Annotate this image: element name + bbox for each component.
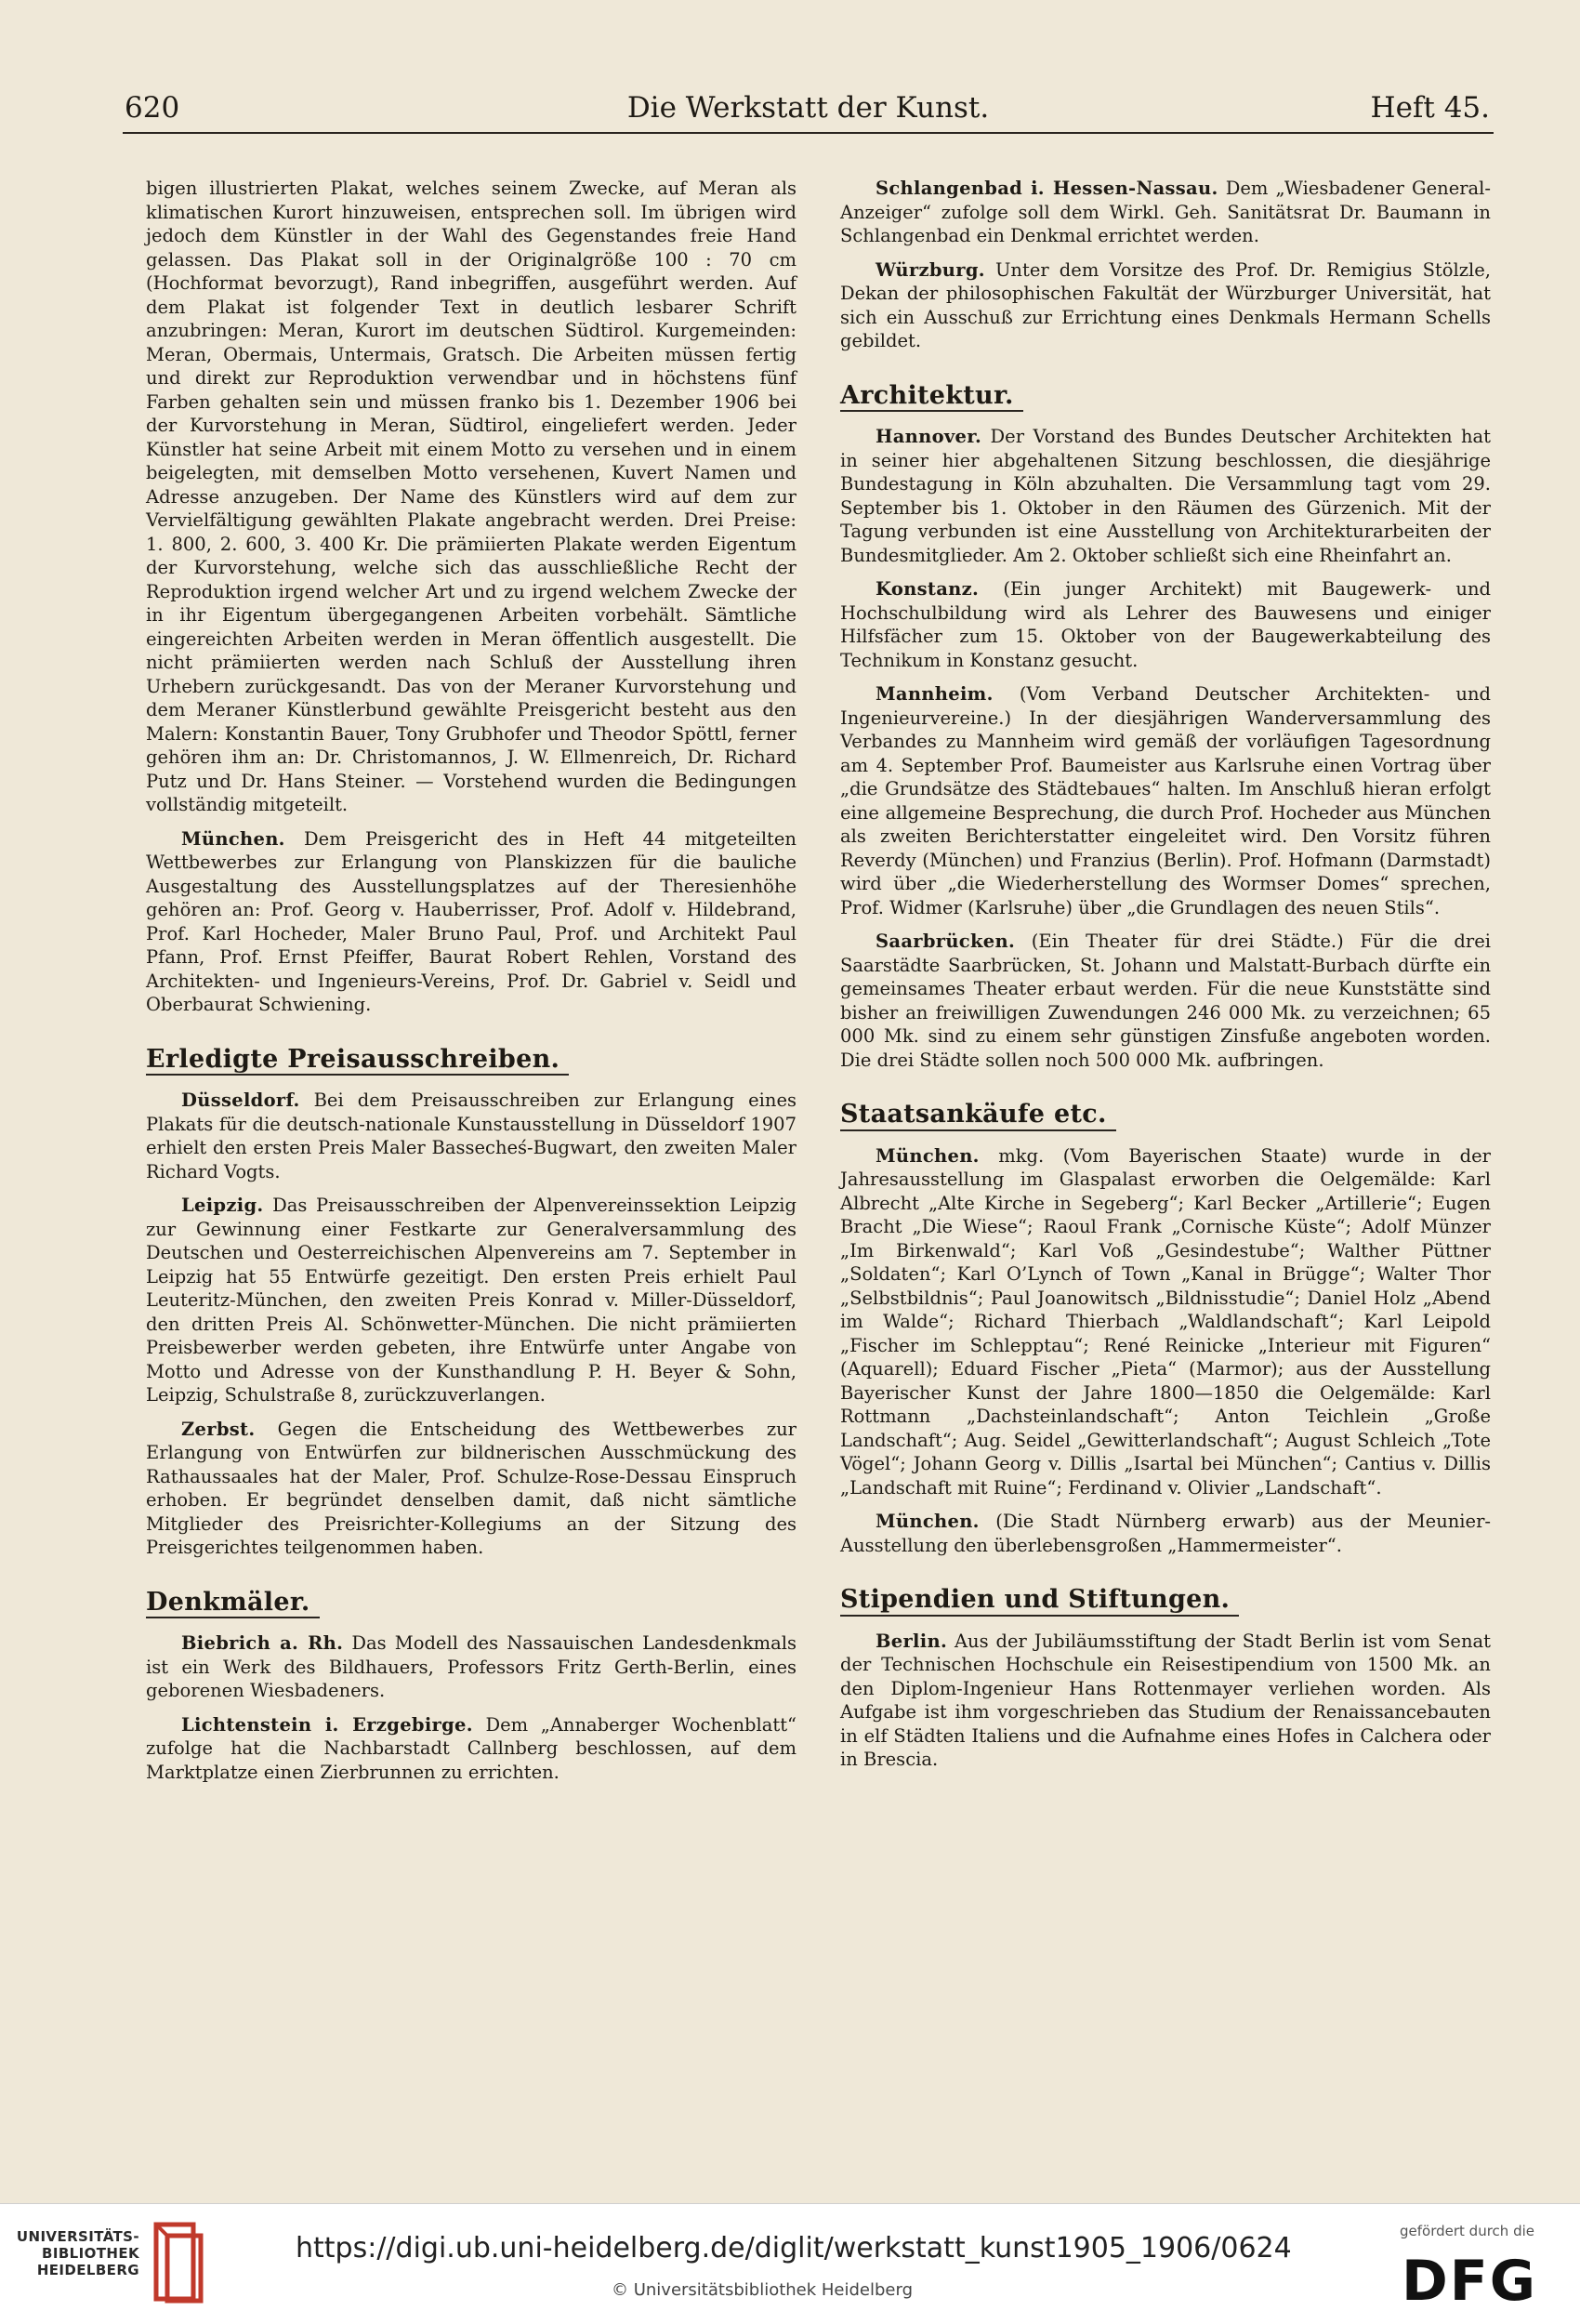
issue-number: Heft 45. <box>1370 91 1490 125</box>
section-heading-erledigte-preisausschreiben: Erledigte Preisausschreiben. <box>146 1048 569 1076</box>
paragraph-hannover <box>840 425 1491 567</box>
paragraph-lichtenstein <box>146 1713 797 1785</box>
place-lead: Würzburg. <box>876 258 985 281</box>
paragraph-konstanz <box>840 577 1491 672</box>
copyright-notice: © Universitätsbibliothek Heidelberg <box>612 2280 914 2300</box>
place-lead: München. <box>876 1144 980 1167</box>
place-lead: Mannheim. <box>876 683 994 705</box>
paragraph-duesseldorf <box>146 1089 797 1183</box>
paragraph-muenchen-nuernberg <box>840 1510 1491 1557</box>
dfg-logo[interactable]: DFG <box>1402 2249 1538 2314</box>
place-lead: Biebrich a. Rh. <box>181 1632 344 1654</box>
place-lead: Leipzig. <box>181 1195 264 1216</box>
paragraph-text: Dem „Annaberger Wochenblatt“ zufolge hat die Nachbarstadt Callnberg beschlossen, auf dem Marktplatze einen Zierbrunnen zu errichten. <box>146 1713 797 1783</box>
paragraph-text: Dem Preisgericht des in Heft 44 mitgeteilten Wettbewerbes zur Erlangung von Planskizzen für die bauliche Ausgestaltung des Ausstellungsplatzes auf der Theresienhöhe gehören an: Prof. Georg v. Hauberrisser, Prof. Adolf v. Hildebrand, Prof. Karl Hocheder, Maler Bruno Paul, Prof. und Architekt Paul Pfann, Prof. Ernst Pfeiffer, Baurat Robert Rehlen, Vorstand des Architekten- und Ingenieurs-Vereins, Prof. Dr. Gabriel v. Seidl und Oberbaurat Schwiening. <box>146 827 797 1015</box>
funding-note: gefördert durch die <box>1400 2223 1534 2239</box>
logo-line: HEIDELBERG <box>36 2262 139 2278</box>
section-heading-denkmaeler: Denkmäler. <box>146 1591 320 1619</box>
section-heading-stipendien: Stipendien und Stiftungen. <box>840 1588 1239 1617</box>
paragraph-text: (Die Stadt Nürnberg erwarb) aus der Meunier-Ausstellung den überlebensgroßen „Hammermeister“. <box>840 1511 1491 1556</box>
place-lead: Konstanz. <box>876 578 980 600</box>
paragraph-saarbruecken <box>840 930 1491 1072</box>
paragraph-text: Der Vorstand des Bundes Deutscher Architekten hat in seiner hier abgehaltenen Sitzung beschlossen, die diesjährige Bundestagung in Köln abzuhalten. Die Versammlung tagt vom 29. September bis 1. Oktober in den Räumen des Gürzenich. Mit der Tagung verbunden ist eine Ausstellung von Architekturarbeiten der Bundesmitglieder. Am 2. Oktober schließt sich eine Rheinfahrt an. <box>840 426 1491 566</box>
paragraph-meran-poster: bigen illustrierten Plakat, welches seinem Zwecke, auf Meran als klimatischen Kurort hinzuweisen, entsprechen soll. Im übrigen wird jedoch dem Künstler in der Wahl des Gegenstandes freie Hand gelassen. Das Plakat soll in der Originalgröße 100 : 70 cm (Hochformat bevorzugt), Rand inbegriffen, ausgeführt werden. Auf dem Plakat ist folgender Text in deutlich lesbarer Schrift anzubringen: Meran, Kurort im deutschen Südtirol. Kurgemeinden: Meran, Obermais, Untermais, Gratsch. Die Arbeiten müssen fertig und direkt zur Reproduktion verwendbar und in höchstens fünf Farben gehalten sein und müssen franko bis 1. Dezember 1906 bei der Kurvorstehung in Meran, Südtirol, eingeliefert werden. Jeder Künstler hat seine Arbeit mit einem Motto zu versehen und in einem beigelegten, mit demselben Motto versehenen, Kuvert Namen und Adresse anzugeben. Der Name des Künstlers wird auf dem zur Vervielfältigung gewählten Plakate angebracht werden. Drei Preise: 1. 800, 2. 600, 3. 400 Kr. Die prämiierten Plakate werden Eigentum der Kurvorstehung, welche sich das ausschließliche Recht der Reproduktion irgend welcher Art und zu irgend welchem Zwecke der in ihr Eigentum übergegangenen Arbeiten vorbehält. Sämtliche eingereichten Arbeiten werden in Meran öffentlich ausgestellt. Die nicht prämiierten werden nach Schluß der Ausstellung ihren Urhebern zurückgesandt. Das von der Meraner Kurvorstehung und dem Meraner Künstlerbund gewählte Preisgericht besteht aus den Malern: Konstantin Bauer, Tony Grubhofer und Theodor Spöttl, ferner gehören ihm an: Dr. Christomannos, J. W. Ellmenreich, Dr. Richard Putz und Dr. Hans Steiner. — Vorstehend wurden die Bedingungen vollständig mitgeteilt. <box>146 178 797 815</box>
library-emblem-icon <box>151 2221 208 2304</box>
paragraph-text: Dem „Wiesbadener General-Anzeiger“ zufolge soll dem Wirkl. Geh. Sanitätsrat Dr. Baumann in Schlangenbad ein Denkmal errichtet werden. <box>840 178 1492 246</box>
logo-line: BIBLIOTHEK <box>42 2245 139 2262</box>
university-library-logo[interactable] <box>0 2228 139 2278</box>
paragraph-zerbst <box>146 1418 797 1560</box>
journal-title: Die Werkstatt der Kunst. <box>626 91 990 125</box>
place-lead: Hannover. <box>876 426 982 447</box>
running-head <box>123 86 1494 134</box>
paragraph-muenchen-staat <box>840 1144 1491 1500</box>
paragraph-text: Das Preisausschreiben der Alpenvereinssektion Leipzig zur Gewinnung einer Festkarte zur Generalversammlung des Deutschen und Oesterreichischen Alpenvereins am 7. September in Leipzig hat 55 Entwürfe gezeitigt. Den ersten Preis erhielt Paul Leuteritz-München, den zweiten Preis Konrad v. Miller-Düsseldorf, den dritten Preis Al. Schönwetter-München. Die nicht prämiierten Preisbewerber werden gebeten, ihre Entwürfe unter Angabe von Motto und Adresse von der Kunsthandlung P. H. Beyer & Sohn, Leipzig, Schulstraße 8, zurückzuverlangen. <box>146 1195 797 1406</box>
paragraph-mannheim <box>840 682 1491 919</box>
logo-line: UNIVERSITÄTS- <box>16 2228 139 2245</box>
paragraph-biebrich <box>146 1631 797 1703</box>
left-column <box>146 177 797 1794</box>
right-column <box>840 177 1491 1782</box>
paragraph-berlin <box>840 1630 1491 1772</box>
paragraph-leipzig <box>146 1194 797 1407</box>
paragraph-text: (Ein Theater für drei Städte.) Für die drei Saarstädte Saarbrücken, St. Johann und Malstatt-Burbach dürfte ein gemeinsames Theater erbaut werden. Für die neue Kunststätte sind bisher an freiwilligen Zuwendungen 246 000 Mk. zu verzeichnen; 65 000 Mk. sind zu einem sehr günstigen Zinsfuße angeboten worden. Die drei Städte sollen noch 500 000 Mk. aufbringen. <box>840 931 1491 1071</box>
paragraph-text: (Vom Verband Deutscher Architekten- und Ingenieurvereine.) In der diesjährigen Wanderversammlung des Verbandes zu Mannheim wird gemäß der vorläufigen Tagesordnung am 4. September Prof. Baumeister aus Karlsruhe einen Vortrag über „die Grundsätze des Städtebaues“ halten. Im Anschluß hieran erfolgt eine allgemeine Besprechung, die durch Prof. Hocheder aus München als zweiten Berichterstatter eingeleitet wird. Den Vorsitz führen Reverdy (München) und Franzius (Berlin). Prof. Hofmann (Darmstadt) wird über „die Wiederherstellung des Wormser Domes“ sprechen, Prof. Widmer (Karlsruhe) über „die Grundlagen des neuen Stils“. <box>840 683 1491 918</box>
place-lead: Lichtenstein i. Erzgebirge. <box>181 1713 473 1736</box>
viewer-footer <box>0 2203 1580 2324</box>
paragraph-text: Gegen die Entscheidung des Wettbewerbes zur Erlangung von Entwürfen zur bildnerischen Ausschmückung des Rathaussaales hat der Maler, Prof. Schulze-Rose-Dessau Einspruch erhoben. Er begründet denselben damit, daß nicht sämtliche Mitglieder des Preisrichter-Kollegiums an der Sitzung des Preisgerichtes teilgenommen haben. <box>146 1418 797 1558</box>
paragraph-schlangenbad <box>840 177 1491 248</box>
place-lead: Düsseldorf. <box>181 1089 300 1111</box>
place-lead: Berlin. <box>876 1630 948 1652</box>
permalink-url[interactable]: https://digi.ub.uni-heidelberg.de/diglit/werkstatt_kunst1905_1906/0624 <box>296 2232 1292 2265</box>
section-heading-staatsankaeufe: Staatsankäufe etc. <box>840 1103 1116 1131</box>
page-number: 620 <box>125 91 180 125</box>
paragraph-text: Unter dem Vorsitze des Prof. Dr. Remigius Stölzle, Dekan der philosophischen Fakultät der Würzburger Universität, hat sich ein Ausschuß zur Errichtung eines Denkmals Hermann Schells gebildet. <box>840 258 1491 351</box>
paragraph-wuerzburg <box>840 258 1491 353</box>
place-lead: Saarbrücken. <box>876 931 1016 952</box>
place-lead: Zerbst. <box>181 1418 256 1440</box>
paragraph-text: mkg. (Vom Bayerischen Staate) wurde in der Jahresausstellung im Glaspalast erworben die Oelgemälde: Karl Albrecht „Alte Kirche in Segeberg“; Karl Becker „Artillerie“; Eugen Bracht „Die Wiese“; Raoul Frank „Cornische Küste“; Adolf Münzer „Im Birkenwald“; Karl Voß „Gesindestube“; Walther Püttner „Soldaten“; Karl O’Lynch of Town „Kanal in Brügge“; Walter Thor „Selbstbildnis“; Paul Joanowitsch „Bildnisstudie“; Daniel Holz „Abend im Walde“; Richard Thierbach „Waldlandschaft“; Karl Leipold „Fischer im Schlepptau“; René Reinicke „Interieur mit Figuren“ (Aquarell); Eduard Fischer „Pieta“ (Marmor); aus der Ausstellung Bayerischer Kunst der Jahre 1800—1850 die Oelgemälde: Karl Rottmann „Dachsteinlandschaft“; Anton Teichlein „Große Landschaft“; Aug. Seidel „Gewitterlandschaft“; August Schleich „Tote Vögel“; Johann Georg v. Dillis „Isartal bei München“; Cantius v. Dillis „Landschaft mit Ruine“; Ferdinand v. Olivier „Landschaft“. <box>840 1144 1491 1499</box>
place-lead: München. <box>181 827 285 850</box>
place-lead: Schlangenbad i. Hessen-Nassau. <box>876 178 1218 199</box>
paragraph-text: Bei dem Preisausschreiben zur Erlangung eines Plakats für die deutsch-nationale Kunstausstellung in Düsseldorf 1907 erhielt den ersten Preis Maler Bassecheś-Bugwart, den zweiten Maler Richard Vogts. <box>146 1089 797 1182</box>
section-heading-architektur: Architektur. <box>840 384 1023 413</box>
paragraph-text: Das Modell des Nassauischen Landesdenkmals ist ein Werk des Bildhauers, Professors Fritz Gerth-Berlin, eines geborenen Wiesbadeners. <box>146 1632 797 1701</box>
paragraph-text: Aus der Jubiläumsstiftung der Stadt Berlin ist vom Senat der Technischen Hochschule ein Reisestipendium von 1500 Mk. an den Diplom-Ingenieur Hans Rottenmayer verliehen worden. Als Aufgabe ist ihm vorgeschrieben das Studium der Renaissancebauten in elf Städten Italiens und die Aufnahme eines Hofes in Calchera oder in Brescia. <box>840 1630 1491 1770</box>
paragraph-text: (Ein junger Architekt) mit Baugewerk- und Hochschulbildung wird als Lehrer des Bauwesens und einiger Hilfsfächer zum 15. Oktober von der Baugewerkabteilung des Technikum in Konstanz gesucht. <box>840 578 1492 671</box>
paragraph-muenchen-jury <box>146 827 797 1017</box>
place-lead: München. <box>876 1511 980 1532</box>
